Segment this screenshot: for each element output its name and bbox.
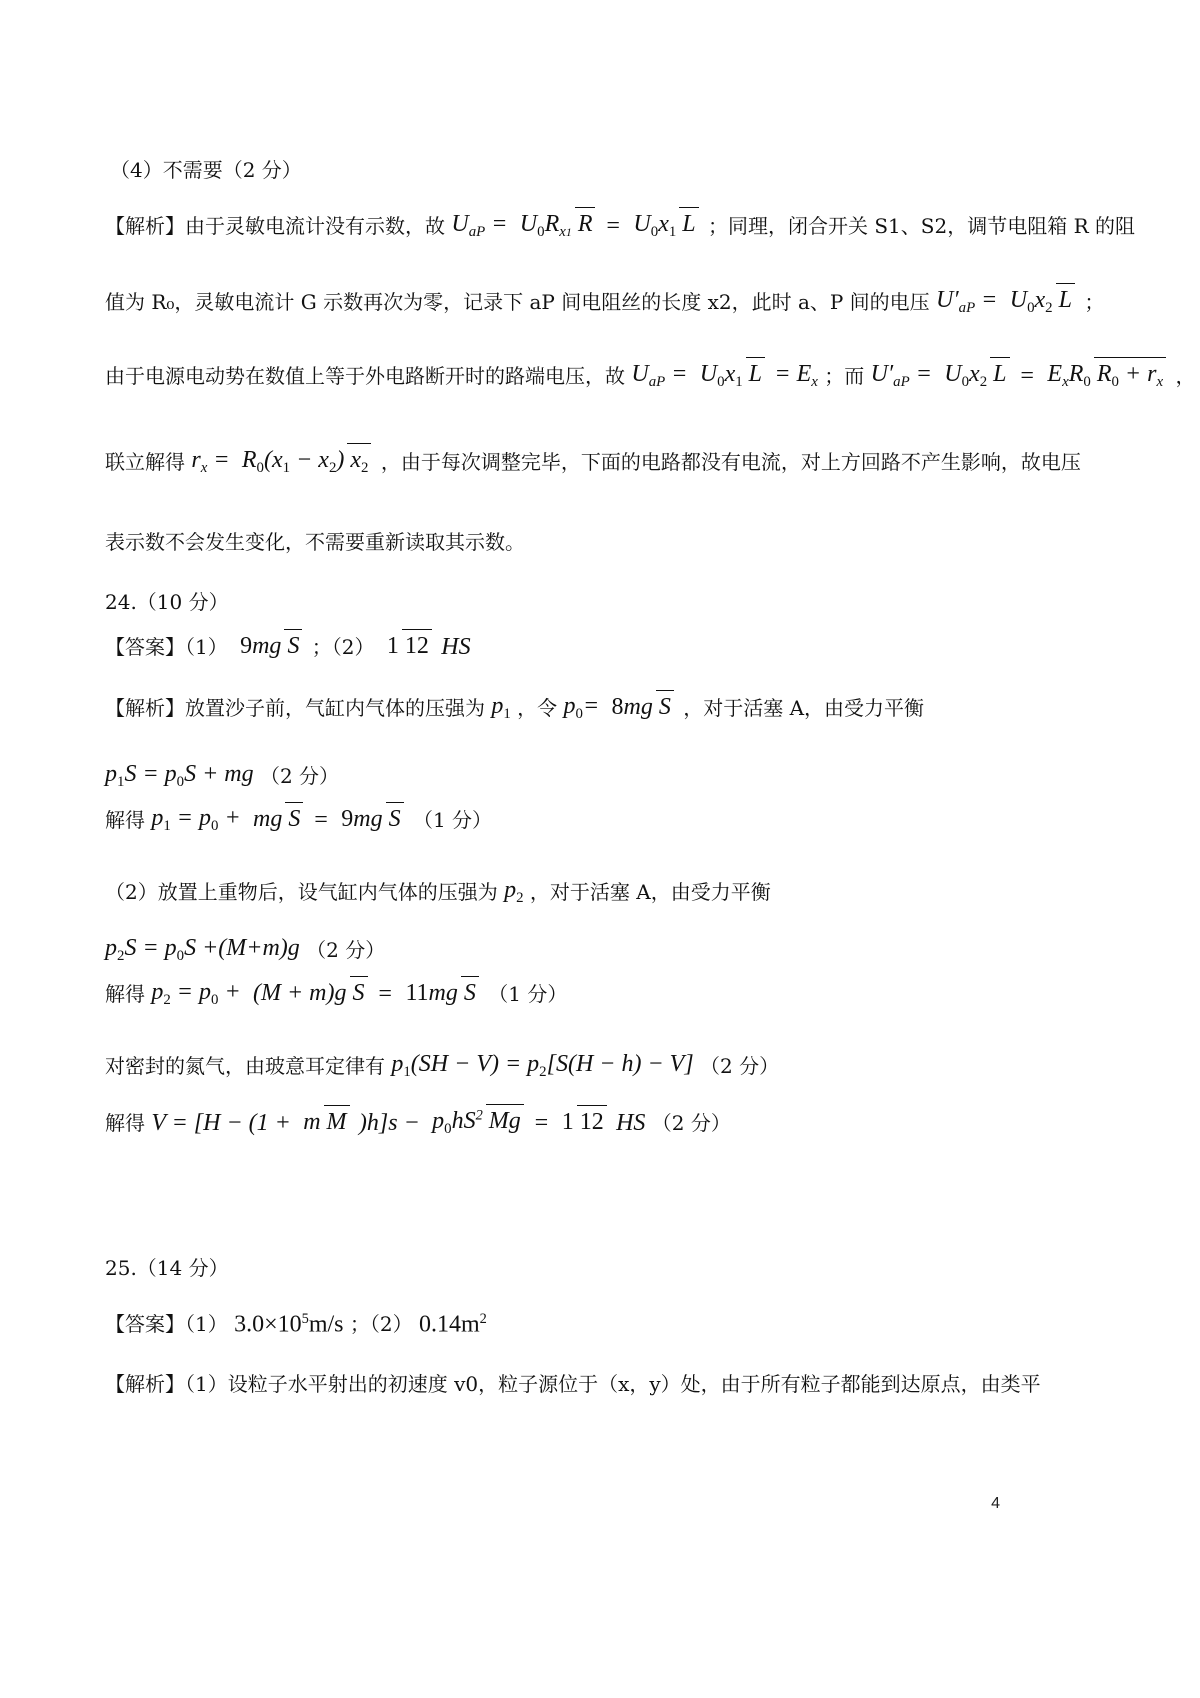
analysis-3-mid: ；而 bbox=[824, 364, 865, 389]
analysis-line-4: 联立解得 $r_x = R_0(x_1 - x_2)$ $x_2$ ，由于每次调整完毕，下面的电路都没有电流，对上方回路不产生影响，故电压 bbox=[0, 448, 1200, 477]
fraction-u0rx-over-r: $U_0R_{x1}$ R bbox=[517, 212, 596, 241]
analysis-2-text: 值为 R₀，灵敏电流计 G 示数再次为零，记录下 aP 间电阻丝的长度 x2，此时 a、P 间的电压 bbox=[105, 290, 930, 315]
fraction-exr0-over-r0-rx: $E_xR_0$ $R_0 + r_x$ bbox=[1044, 362, 1166, 391]
q25-answer: 【答案】（1） $3.0\times 10^5m/s$ ；（2） $0.14m^2$ bbox=[105, 1311, 487, 1338]
fraction-1-over-12: 1 12 bbox=[384, 634, 432, 659]
analysis-2-end: ； bbox=[1084, 290, 1105, 315]
analysis-line-3: 由于电源电动势在数值上等于外电路断开时的路端电压，故 $U_{aP} = U_0x_1$ $L = E_x$ ；而 $U'_{aP} = U_0x_2$ $L = E_xR_0$ $R_0 + r_x$ ， bbox=[0, 362, 1200, 391]
analysis-1-prefix: 【解析】由于灵敏电流计没有示数，故 bbox=[105, 214, 445, 239]
line-q4 bbox=[0, 158, 1200, 180]
analysis-line-2 bbox=[0, 288, 1200, 317]
fraction-u0x1-over-l: $U_0x_1$ L bbox=[630, 212, 698, 241]
analysis-line-1: 【解析】由于灵敏电流计没有示数，故 $U_{aP} = U_0R_{x1}$ $R = U_0x_1$ L ；同理，闭合开关 S1、S2，调节电阻箱 R 的阻 bbox=[0, 212, 1200, 241]
q24-header: 24.（10 分） bbox=[105, 589, 229, 614]
analysis-line-5 bbox=[0, 530, 1200, 552]
analysis-4-text: ，由于每次调整完毕，下面的电路都没有电流，对上方回路不产生影响，故电压 bbox=[380, 450, 1081, 475]
q4-text: （4）不需要（2 分） bbox=[110, 157, 302, 182]
q24-analysis-line-1: 【解析】放置沙子前，气缸内气体的压强为 $p_1$ ，令 $p_0= 8mg$ S ，对于活塞 A，由受力平衡 bbox=[0, 694, 1200, 722]
fraction-8mg-over-s: 8mg S bbox=[609, 695, 674, 720]
analysis-3-end: ， bbox=[1175, 364, 1196, 389]
q25-analysis: 【解析】（1）设粒子水平射出的初速度 v0，粒子源位于（x，y）处，由于所有粒子都能到达原点，由类平 bbox=[105, 1371, 1041, 1396]
page-number: 4 bbox=[991, 1495, 1000, 1512]
fraction-9mg-over-s: 9mg S bbox=[237, 634, 302, 659]
fraction-rx-result: $R_0(x_1 - x_2)$ $x_2$ bbox=[239, 448, 372, 477]
analysis-4-prefix: 联立解得 bbox=[105, 450, 185, 475]
q24-equation-2: 解得 $p_1 = p_0$ + mg S = 9mg S （1 分） bbox=[0, 806, 1200, 834]
q24-boyle-law: 对密封的氮气，由玻意耳定律有 $p_1(SH - V) = p_2[S(H - h) - V]$ （2 分） bbox=[105, 1051, 780, 1081]
fraction-u0x2-over-l: $U_0x_2$ L bbox=[1007, 288, 1075, 317]
analysis-1-mid: ；同理，闭合开关 S1、S2，调节电阻箱 R 的阻 bbox=[708, 214, 1135, 239]
formula-u-ap: $U_{aP}$ = bbox=[451, 211, 508, 241]
formula-u-prime-ap: $U'_{aP}$ = bbox=[936, 287, 998, 317]
q25-header: 25.（14 分） bbox=[105, 1255, 229, 1280]
q24-equation-3: $p_2S = p_0S +(M+m)g$ （2 分） bbox=[105, 935, 386, 965]
q24-final-equation: 解得 V = [H − (1 + m M )$h]s - p_0hS^2$ Mg = 1 12 HS （2 分） bbox=[0, 1108, 1200, 1137]
q24-part-2: （2）放置上重物后，设气缸内气体的压强为 $p_2$ ，对于活塞 A，由受力平衡 bbox=[105, 877, 771, 907]
q24-equation-4: 解得 $p_2 = p_0 + (M + m)g$ S = 11mg S （1 分） bbox=[0, 980, 1200, 1008]
analysis-5-text: 表示数不会发生变化，不需要重新读取其示数。 bbox=[105, 529, 525, 554]
q24-answer: 【答案】（1） 9mg S ；（2） 1 12 HS bbox=[0, 634, 1200, 659]
analysis-3-text: 由于电源电动势在数值上等于外电路断开时的路端电压，故 bbox=[105, 364, 625, 389]
q24-equation-1: $p_1S = p_0S$ + mg （2 分） bbox=[105, 761, 340, 791]
